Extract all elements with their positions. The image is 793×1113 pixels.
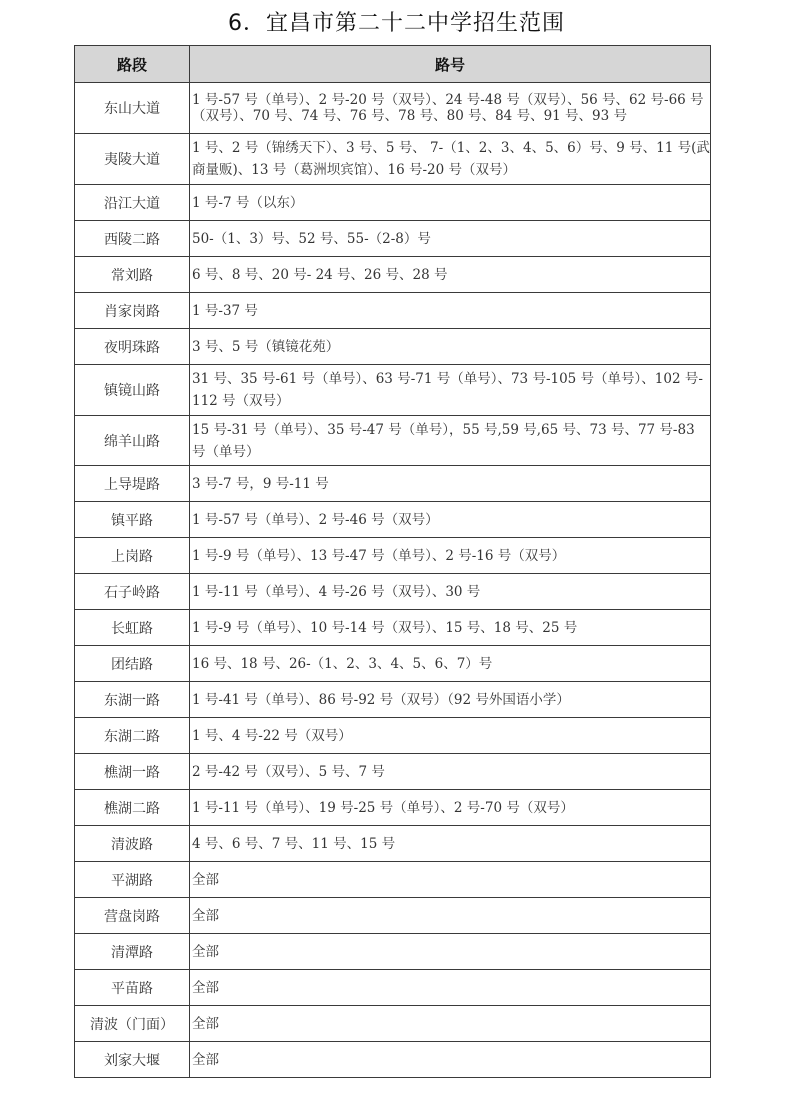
table-row — [75, 257, 711, 293]
road-name: 清波路 — [75, 826, 190, 862]
table-row — [75, 502, 711, 538]
table-row — [75, 862, 711, 898]
road-name: 平苗路 — [75, 970, 190, 1006]
road-numbers: 全部 — [190, 934, 711, 970]
road-name: 上岗路 — [75, 538, 190, 574]
header-road-segment: 路段 — [75, 46, 190, 83]
road-numbers: 3 号-7 号，9 号-11 号 — [190, 466, 711, 502]
road-name: 长虹路 — [75, 610, 190, 646]
road-numbers: 2 号-42 号（双号）、5 号、7 号 — [190, 754, 711, 790]
road-name: 绵羊山路 — [75, 416, 190, 466]
table-row — [75, 610, 711, 646]
road-name: 常刘路 — [75, 257, 190, 293]
table-row — [75, 416, 711, 466]
road-name: 石子岭路 — [75, 574, 190, 610]
table-row — [75, 754, 711, 790]
road-name: 刘家大堰 — [75, 1042, 190, 1078]
road-name: 镇平路 — [75, 502, 190, 538]
road-name: 肖家岗路 — [75, 293, 190, 329]
road-numbers: 1 号-9 号（单号）、10 号-14 号（双号）、15 号、18 号、25 号 — [190, 610, 711, 646]
road-name: 夜明珠路 — [75, 329, 190, 365]
table-row — [75, 718, 711, 754]
road-numbers: 1 号、4 号-22 号（双号） — [190, 718, 711, 754]
road-numbers: 15 号-31 号（单号）、35 号-47 号（单号），55 号,59 号,65 号、73 号、77 号-83 号（单号） — [190, 416, 711, 466]
table-row — [75, 682, 711, 718]
table-row — [75, 1006, 711, 1042]
table-row — [75, 1042, 711, 1078]
road-numbers: 16 号、18 号、26-（1、2、3、4、5、6、7）号 — [190, 646, 711, 682]
table-row — [75, 538, 711, 574]
table-row — [75, 970, 711, 1006]
road-name: 团结路 — [75, 646, 190, 682]
road-numbers: 1 号、2 号（锦绣天下）、3 号、5 号、 7-（1、2、3、4、5、6）号、9 号、11 号(武商量贩)、13 号（葛洲坝宾馆）、16 号-20 号（双号） — [190, 134, 711, 185]
enrollment-range-table — [74, 45, 711, 1078]
road-name: 营盘岗路 — [75, 898, 190, 934]
table-row — [75, 898, 711, 934]
road-numbers: 全部 — [190, 1042, 711, 1078]
road-numbers: 1 号-11 号（单号）、4 号-26 号（双号）、30 号 — [190, 574, 711, 610]
table-row — [75, 185, 711, 221]
road-numbers: 1 号-57 号（单号）、2 号-46 号（双号） — [190, 502, 711, 538]
table-row — [75, 826, 711, 862]
road-numbers: 全部 — [190, 862, 711, 898]
road-name: 夷陵大道 — [75, 134, 190, 185]
road-numbers: 3 号、5 号（镇镜花苑） — [190, 329, 711, 365]
road-numbers: 4 号、6 号、7 号、11 号、15 号 — [190, 826, 711, 862]
road-numbers: 1 号-57 号（单号）、2 号-20 号（双号）、24 号-48 号（双号）、56 号、62 号-66 号（双号）、70 号、74 号、76 号、78 号、80 号、84 号、91 号、93 号 — [190, 83, 711, 134]
road-name: 东山大道 — [75, 83, 190, 134]
table-row — [75, 329, 711, 365]
table-row — [75, 293, 711, 329]
road-name: 上导堤路 — [75, 466, 190, 502]
road-numbers: 31 号、35 号-61 号（单号）、63 号-71 号（单号）、73 号-105 号（单号）、102 号-112 号（双号） — [190, 365, 711, 416]
page-title: 6．宜昌市第二十二中学招生范围 — [228, 11, 565, 36]
table-row — [75, 790, 711, 826]
header-road-numbers: 路号 — [190, 46, 711, 83]
road-numbers: 全部 — [190, 1006, 711, 1042]
table-row — [75, 934, 711, 970]
road-numbers: 6 号、8 号、20 号- 24 号、26 号、28 号 — [190, 257, 711, 293]
table-row — [75, 221, 711, 257]
road-name: 镇镜山路 — [75, 365, 190, 416]
road-name: 樵湖二路 — [75, 790, 190, 826]
road-numbers: 1 号-37 号 — [190, 293, 711, 329]
road-numbers: 1 号-7 号（以东） — [190, 185, 711, 221]
table-row — [75, 574, 711, 610]
table-row — [75, 466, 711, 502]
road-name: 东湖二路 — [75, 718, 190, 754]
table-row — [75, 365, 711, 416]
road-numbers: 50-（1、3）号、52 号、55-（2-8）号 — [190, 221, 711, 257]
road-name: 东湖一路 — [75, 682, 190, 718]
road-name: 清潭路 — [75, 934, 190, 970]
table-header-row — [75, 46, 711, 83]
road-numbers: 全部 — [190, 898, 711, 934]
road-numbers: 1 号-9 号（单号）、13 号-47 号（单号）、2 号-16 号（双号） — [190, 538, 711, 574]
table-row — [75, 134, 711, 185]
road-name: 西陵二路 — [75, 221, 190, 257]
road-name: 樵湖一路 — [75, 754, 190, 790]
road-numbers: 1 号-11 号（单号）、19 号-25 号（单号）、2 号-70 号（双号） — [190, 790, 711, 826]
road-name: 沿江大道 — [75, 185, 190, 221]
road-name: 清波（门面） — [75, 1006, 190, 1042]
road-numbers: 1 号-41 号（单号）、86 号-92 号（双号）（92 号外国语小学） — [190, 682, 711, 718]
road-numbers: 全部 — [190, 970, 711, 1006]
table-row — [75, 83, 711, 134]
road-name: 平湖路 — [75, 862, 190, 898]
table-row — [75, 646, 711, 682]
